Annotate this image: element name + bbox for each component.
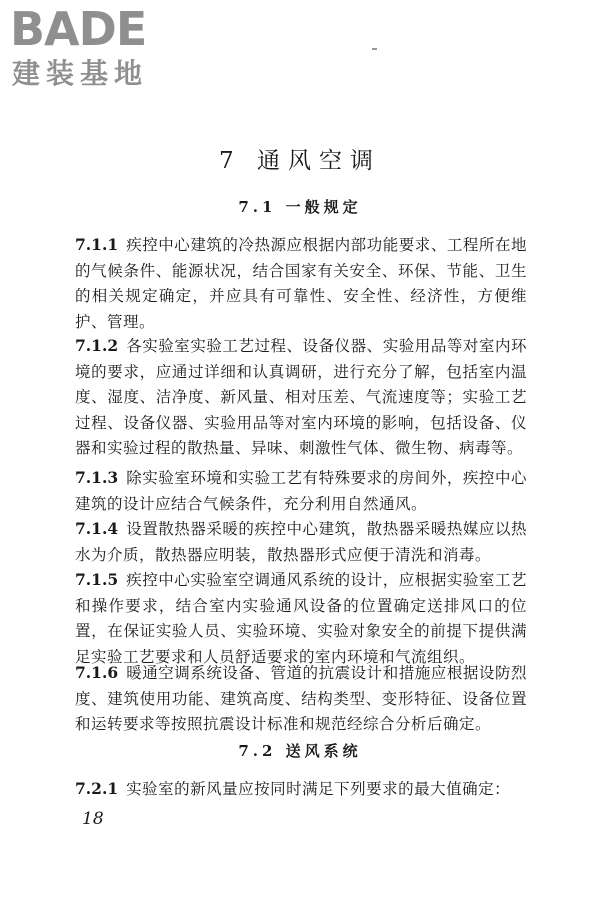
section-title-7-1: 7.1 一般规定	[238, 198, 362, 216]
scan-speck	[372, 48, 377, 50]
clause-7-2-1	[75, 776, 527, 803]
page-number: 18	[82, 809, 104, 829]
clause-text: 设置散热器采暖的疾控中心建筑，散热器采暖热媒应以热水为介质，散热器应明装，散热器形式应便于清洗和消毒。	[75, 520, 527, 564]
clause-number: 7.1.1	[75, 235, 119, 254]
bade-logo	[10, 4, 180, 94]
clause-text: 除实验室环境和实验工艺有特殊要求的房间外，疾控中心建筑的设计应结合气候条件，充分利用自然通风。	[75, 469, 527, 513]
clause-number: 7.1.5	[75, 570, 119, 589]
clause-7-1-2	[75, 333, 527, 462]
clause-text: 各实验室实验工艺过程、设备仪器、实验用品等对室内环境的要求，应通过详细和认真调研，进行充分了解，包括室内温度、湿度、洁净度、新风量、相对压差、气流速度等；实验工艺过程、设备仪器、实验用品等对室内环境的影响，包括设备、仪器和实验过程的散热量、异味、刺激性气体、微生物、病毒等。	[75, 337, 527, 457]
section-title-7-2: 7.2 送风系统	[238, 742, 362, 760]
logo-brand: BADE	[10, 2, 147, 56]
clause-7-1-4	[75, 516, 527, 568]
clause-number: 7.1.4	[75, 519, 119, 538]
clause-number: 7.1.2	[75, 336, 119, 355]
clause-text: 疾控中心建筑的冷热源应根据内部功能要求、工程所在地的气候条件、能源状况，结合国家有关安全、环保、节能、卫生的相关规定确定，并应具有可靠性、安全性、经济性，方便维护、管理。	[75, 236, 527, 331]
chapter-title: 7 通风空调	[219, 148, 381, 174]
clause-number: 7.1.6	[75, 663, 119, 682]
clause-7-1-6	[75, 660, 527, 738]
clause-number: 7.2.1	[75, 779, 119, 798]
clause-7-1-1	[75, 232, 527, 335]
clause-7-1-3	[75, 465, 527, 517]
clause-text: 疾控中心实验室空调通风系统的设计，应根据实验室工艺和操作要求，结合室内实验通风设备的位置确定送排风口的位置，在保证实验人员、实验环境、实验对象安全的前提下提供满足实验工艺要求和人员舒适要求的室内环境和气流组织。	[75, 571, 527, 666]
clause-text: 实验室的新风量应按同时满足下列要求的最大值确定：	[126, 780, 511, 798]
logo-subtitle: 建装基地	[12, 57, 149, 90]
clause-number: 7.1.3	[75, 468, 119, 487]
clause-text: 暖通空调系统设备、管道的抗震设计和措施应根据设防烈度、建筑使用功能、建筑高度、结构类型、变形特征、设备位置和运转要求等按照抗震设计标准和规范经综合分析后确定。	[75, 664, 527, 733]
clause-7-1-5	[75, 567, 527, 670]
